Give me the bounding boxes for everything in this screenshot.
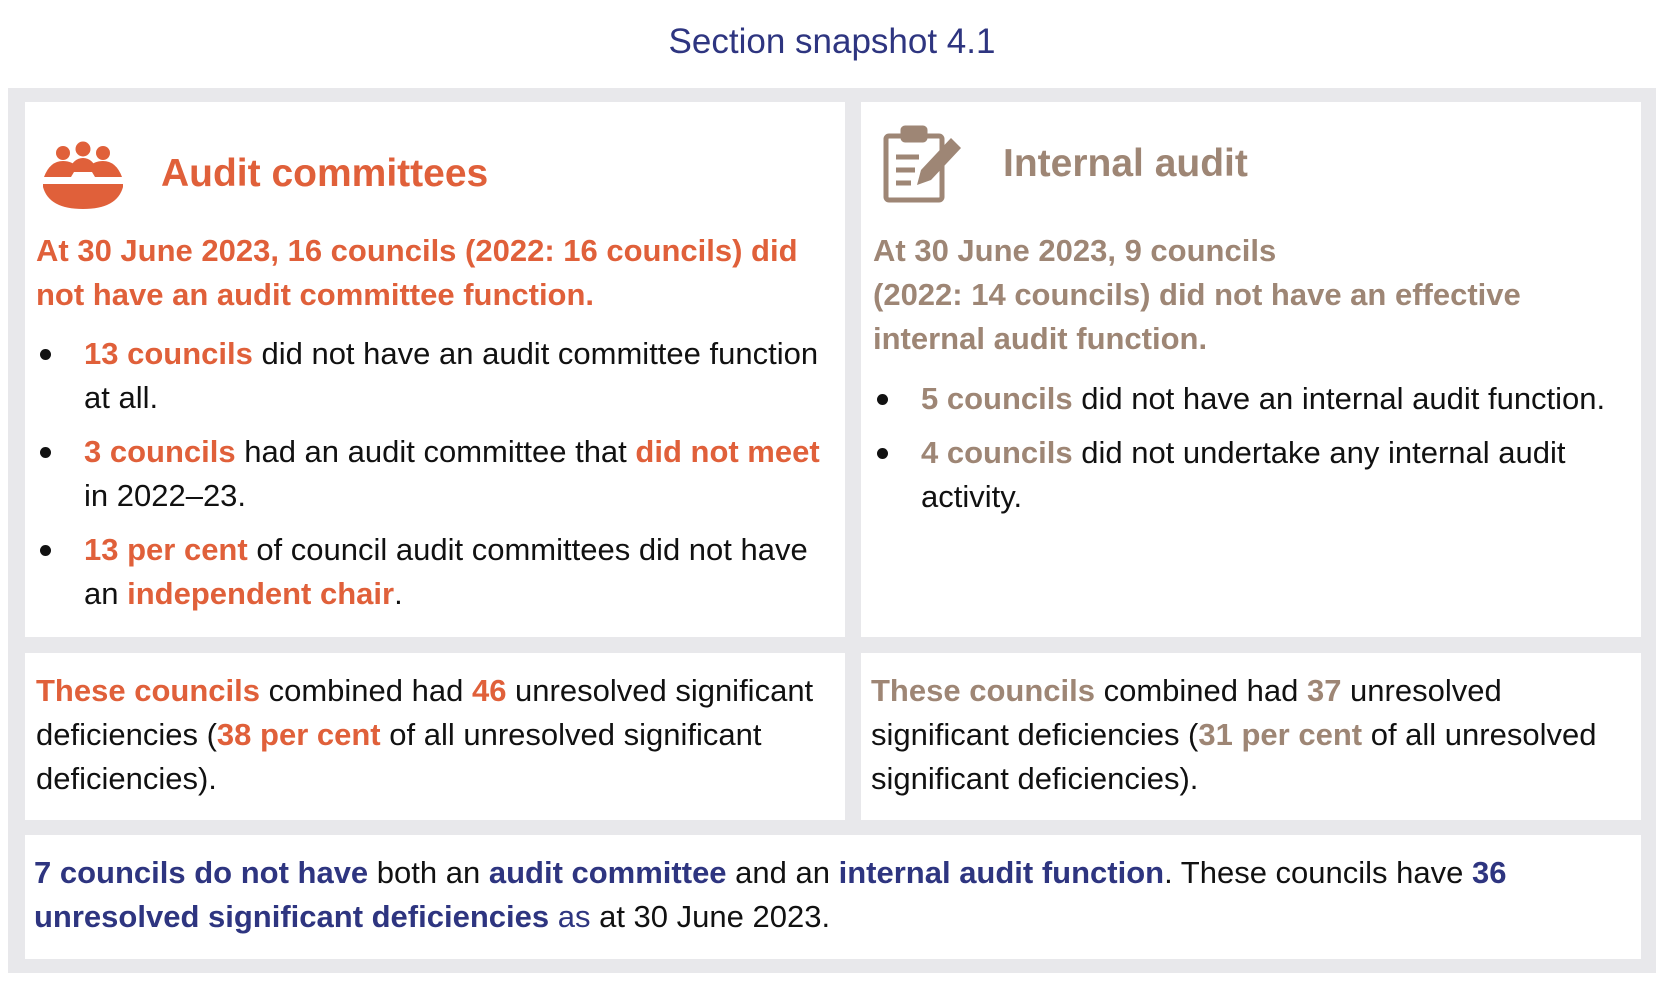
highlight-text: 7 councils do not have (34, 855, 369, 890)
highlight-text: 46 (471, 673, 507, 708)
highlight-text: 13 per cent (84, 532, 248, 567)
text-run: did not have an audit committee function at all. (84, 336, 819, 415)
highlight-text: internal audit function (838, 855, 1165, 890)
combined-summary-panel (25, 835, 1641, 959)
highlight-text: 37 (1306, 673, 1342, 708)
bullet-dot (40, 447, 51, 458)
text-run: did not have an internal audit function. (1072, 381, 1606, 416)
internal-audit-lead-line-2: (2022: 14 councils) did not have an effective internal audit function. (873, 277, 1521, 356)
list-item (36, 332, 836, 420)
text-run: . (394, 576, 403, 611)
rich-text (84, 336, 818, 415)
text-run: and an (726, 855, 839, 890)
highlight-text: 38 per cent (216, 717, 381, 752)
list-item (36, 430, 836, 518)
meeting-people-icon (41, 132, 125, 216)
list-item (873, 377, 1633, 421)
audit-committees-summary (36, 669, 826, 801)
page-title: Section snapshot 4.1 (668, 22, 996, 61)
audit-committees-lead: At 30 June 2023, 16 councils (2022: 16 councils) did not have an audit committee function. (36, 233, 798, 312)
highlight-text: 3 councils (84, 434, 236, 469)
rich-text (36, 673, 813, 796)
text-run: . These councils have (1164, 855, 1472, 890)
clipboard-edit-icon (881, 122, 965, 206)
text-run: unresolved significant deficiencies ( (36, 673, 814, 752)
highlight-text: These councils (36, 673, 260, 708)
text-run: did not undertake any internal audit activity. (921, 435, 1566, 514)
internal-audit-lead-line-1: At 30 June 2023, 9 councils (873, 233, 1277, 268)
text-run: of all unresolved significant deficiencies). (871, 717, 1597, 796)
highlight-text: audit committee (488, 855, 727, 890)
highlight-text: 31 per cent (1198, 717, 1363, 752)
text-run: had an audit committee that (235, 434, 636, 469)
highlight-text: 4 councils (921, 435, 1073, 470)
internal-audit-summary-panel (861, 653, 1641, 820)
text-run: unresolved significant deficiencies ( (871, 673, 1502, 752)
bullet-dot (40, 545, 51, 556)
rich-text (871, 673, 1596, 796)
rich-text (921, 381, 1605, 416)
highlight-text: did not meet (635, 434, 820, 469)
list-item (36, 528, 836, 616)
internal-audit-header (881, 122, 1248, 206)
internal-audit-panel (861, 102, 1641, 637)
highlight-text: 13 councils (84, 336, 253, 371)
audit-committees-panel (25, 102, 845, 637)
rich-text (84, 434, 820, 513)
highlight-text: 36 unresolved significant deficiencies (34, 855, 1507, 934)
highlight-text: 5 councils (921, 381, 1073, 416)
rich-text (921, 435, 1566, 514)
bullet-dot (40, 349, 51, 360)
audit-committees-header (41, 132, 488, 216)
text-run: both an (368, 855, 489, 890)
rich-text (34, 855, 1506, 934)
text-run: of all unresolved significant deficiencies). (36, 717, 762, 796)
audit-committees-bullets (36, 332, 836, 626)
highlight-text: independent chair (127, 576, 395, 611)
text-run: combined had (1094, 673, 1307, 708)
text-run: of council audit committees did not have an (84, 532, 808, 611)
bullet-dot (877, 394, 888, 405)
bullet-dot (877, 448, 888, 459)
audit-committees-summary-panel (25, 653, 845, 820)
list-item (873, 431, 1633, 519)
text-run: combined had (259, 673, 472, 708)
rich-text (84, 532, 808, 611)
text-run: at 30 June 2023. (590, 899, 831, 934)
text-run: as (549, 899, 591, 934)
audit-committees-heading: Audit committees (161, 152, 489, 195)
combined-summary (34, 851, 1614, 939)
internal-audit-heading: Internal audit (1003, 142, 1248, 185)
internal-audit-summary (871, 669, 1631, 801)
text-run: in 2022–23. (84, 478, 247, 513)
internal-audit-lead (873, 229, 1633, 361)
internal-audit-bullets (873, 377, 1633, 529)
highlight-text: These councils (871, 673, 1095, 708)
